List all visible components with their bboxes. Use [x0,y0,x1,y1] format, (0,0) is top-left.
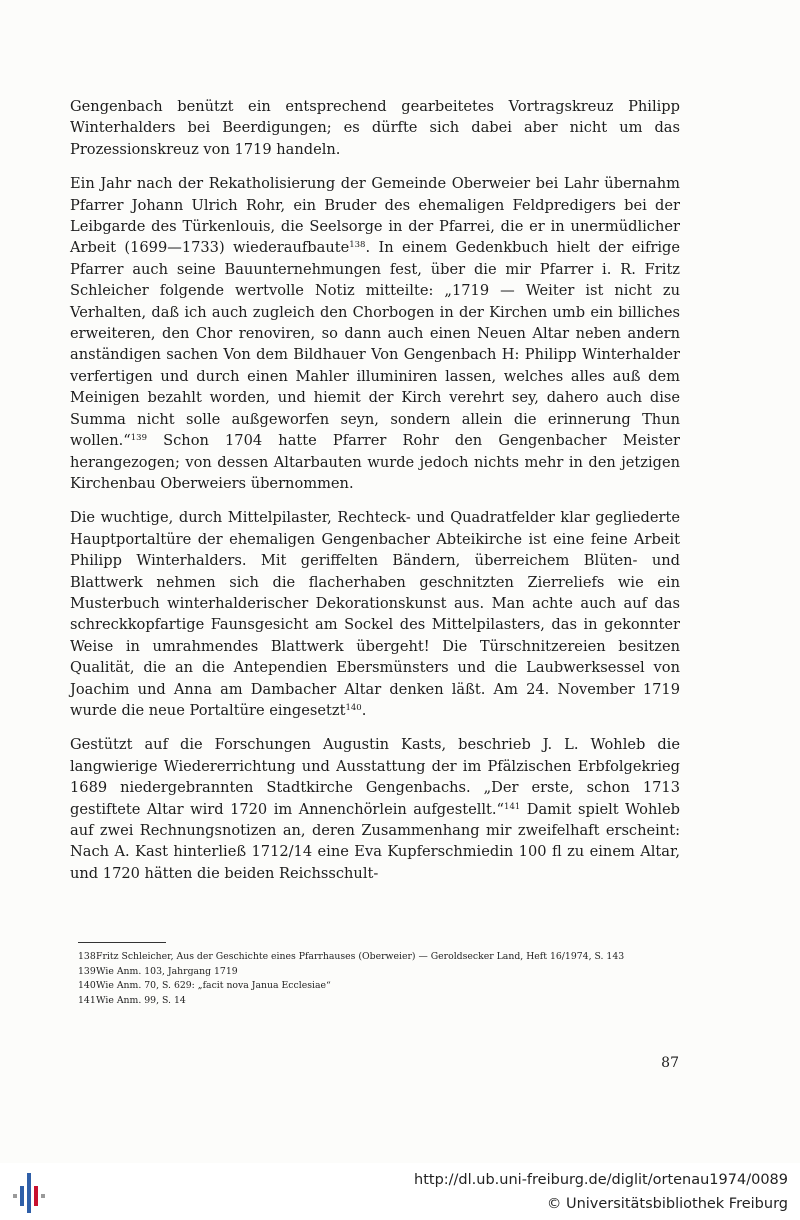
body-text [70,96,680,897]
paragraph-3: Die wuchtige, durch Mittelpilaster, Rechteck- und Quadratfelder klar gegliederte Hauptportaltüre der ehemaligen Gengenbacher Abteikirche ist eine feine Arbeit Philipp Winterhalders. Mit geriffelten Bändern, überreichem Blüten- und Blattwerk nehmen sich die flacherhaben geschnitzten Zierreliefs wie ein Musterbuch winterhalderischer Dekorationskunst aus. Man achte auch auf das schreckkopfartige Faunsgesicht am Sockel des Mittelpilasters, das in gekonnter Weise in umrahmendes Blattwerk übergeht! Die Türschnitzereien besitzen Qualität, die an die Antependien Ebersmünsters und die Laubwerksessel von Joachim und Anna am Dambacher Altar denken läßt. Am 24. November 1719 wurde die neue Portaltüre eingesetzt$^{140}$. [70,509,680,719]
paragraph-1: Gengenbach benützt ein entsprechend gearbeitetes Vortragskreuz Philipp Winterhalders bei Beerdigungen; es dürfte sich dabei aber nicht um das Prozessionskreuz von 1719 handeln. [70,98,680,158]
footnote-item [78,979,680,994]
footnote-text: Wie Anm. 99, S. 14 [96,994,186,1006]
paragraph-4: Gestützt auf die Forschungen Augustin Kasts, beschrieb J. L. Wohleb die langwierige Wiedererrichtung und Ausstattung der im Pfälzischen Erbfolgekrieg 1689 niedergebrannten Stadtkirche Gengenbachs. „Der erste, schon 1713 gestiftete Altar wird 1720 im Annenchörlein aufgestellt.“$^{141}$ Damit spielt Wohleb auf zwei Rechnungsnotizen an, deren Zusammenhang mir zweifelhaft erscheint: Nach A. Kast hinterließ 1712/14 eine Eva Kupferschmiedin 100 fl zu einem Altar, und 1720 hätten die beiden Reichsschult- [70,736,680,882]
footnote-number: 139 [78,965,96,977]
paragraph-2: Ein Jahr nach der Rekatholisierung der Gemeinde Oberweier bei Lahr übernahm Pfarrer Johann Ulrich Rohr, ein Bruder des ehemaligen Feldpredigers bei der Leibgarde des Türkenlouis, die Seelsorge in der Pfarrei, die er in unermüdlicher Arbeit (1699—1733) wiederaufbaute$^{138}$. In einem Gedenkbuch hielt der eifrige Pfarrer auch seine Bauunternehmungen fest, über die mir Pfarrer i. R. Fritz Schleicher folgende wertvolle Notiz mitteilte: „1719 — Weiter ist nicht zu Verhalten, daß ich auch zugleich den Chorbogen in der Kirchen umb ein billiches erweiteren, den Chor renoviren, so dann auch einen Neuen Altar neben andern anständigen sachen Von dem Bildhauer Von Gengenbach H: Philipp Winterhalder verfertigen und durch einen Mahler illuminiren lassen, welches alles auß dem Meinigen bezahlt worden, und hiemit der Kirch verehrt sey, dahero auch dise Summa nicht solle außgeworfen seyn, sondern allein die erinnerung Thun wollen.“$^{139}$ Schon 1704 hatte Pfarrer Rohr den Gengenbacher Meister herangezogen; von dessen Altarbauten wurde jedoch nichts mehr in den jetzigen Kirchenbau Oberweiers übernommen. [70,175,680,492]
library-footer [0,1163,800,1220]
footnote-number: 141 [78,994,96,1006]
footnote-ref-141: 141 [504,801,521,812]
footnote-number: 138 [78,951,96,962]
page-number: 87 [661,1055,679,1071]
footnote-ref-140: 140 [345,702,362,713]
footnote-number: 140 [78,980,96,992]
footnote-ref-139: 139 [130,433,147,444]
footnote-text: Wie Anm. 70, S. 629: „facit nova Janua Ecclesiae“ [96,980,331,992]
footnote-text: Fritz Schleicher, Aus der Geschichte eines Pfarrhauses (Oberweier) — Geroldsecker Land, Heft 16/1974, S. 143 [96,951,625,962]
copyright-notice: © Universitätsbibliothek Freiburg [546,1196,788,1212]
permalink-url[interactable]: http://dl.ub.uni-freiburg.de/diglit/ortenau1974/0089 [414,1172,788,1188]
footnotes [78,950,680,1008]
footnote-ref-138: 138 [349,240,366,251]
footnote-divider [78,942,166,943]
ub-freiburg-logo-icon[interactable] [10,1171,54,1215]
footnote-text: Wie Anm. 103, Jahrgang 1719 [96,965,238,977]
footnote-item [78,965,680,980]
footnote-item [78,994,680,1009]
footnote-item [78,950,680,965]
